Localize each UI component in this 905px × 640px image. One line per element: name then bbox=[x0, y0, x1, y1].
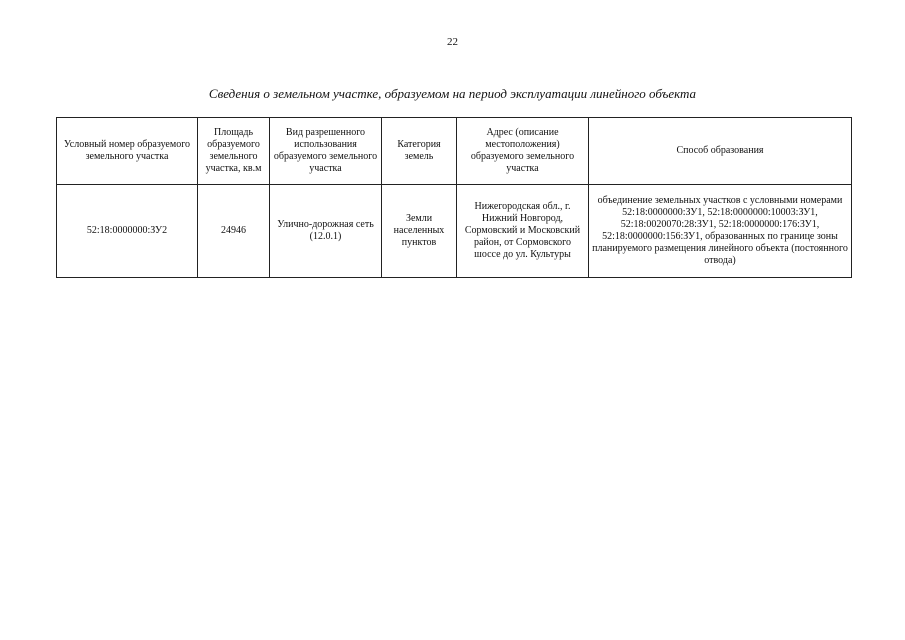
cell-plot-area: 24946 bbox=[198, 185, 270, 278]
table-header-row bbox=[57, 118, 852, 185]
header-plot-area: Площадь образуемого земельного участка, кв.м bbox=[198, 118, 270, 185]
header-plot-number: Условный номер образуемого земельного участка bbox=[57, 118, 198, 185]
cell-address: Нижегородская обл., г. Нижний Новгород, Сормовский и Московский район, от Сормовского шоссе до ул. Культуры bbox=[457, 185, 589, 278]
page-number: 22 bbox=[447, 36, 458, 48]
cell-land-category: Земли населенных пунктов bbox=[382, 185, 457, 278]
cell-permitted-use: Улично-дорожная сеть (12.0.1) bbox=[270, 185, 382, 278]
header-permitted-use: Вид разрешенного использования образуемого земельного участка bbox=[270, 118, 382, 185]
header-land-category: Категория земель bbox=[382, 118, 457, 185]
table-row bbox=[57, 185, 852, 278]
header-formation-method: Способ образования bbox=[589, 118, 852, 185]
document-title: Сведения о земельном участке, образуемом на период эксплуатации линейного объекта bbox=[208, 86, 697, 101]
cell-formation-method: объединение земельных участков с условными номерами 52:18:0000000:ЗУ1, 52:18:0000000:10003:ЗУ1, 52:18:0020070:28:ЗУ1, 52:18:0000000:176:ЗУ1, 52:18:0000000:156:ЗУ1, образованных по границе зоны планируемого размещения линейного объекта (постоянного отвода) bbox=[589, 185, 852, 278]
cell-plot-number: 52:18:0000000:ЗУ2 bbox=[57, 185, 198, 278]
land-plot-table bbox=[56, 117, 852, 278]
header-address: Адрес (описание местоположения) образуемого земельного участка bbox=[457, 118, 589, 185]
